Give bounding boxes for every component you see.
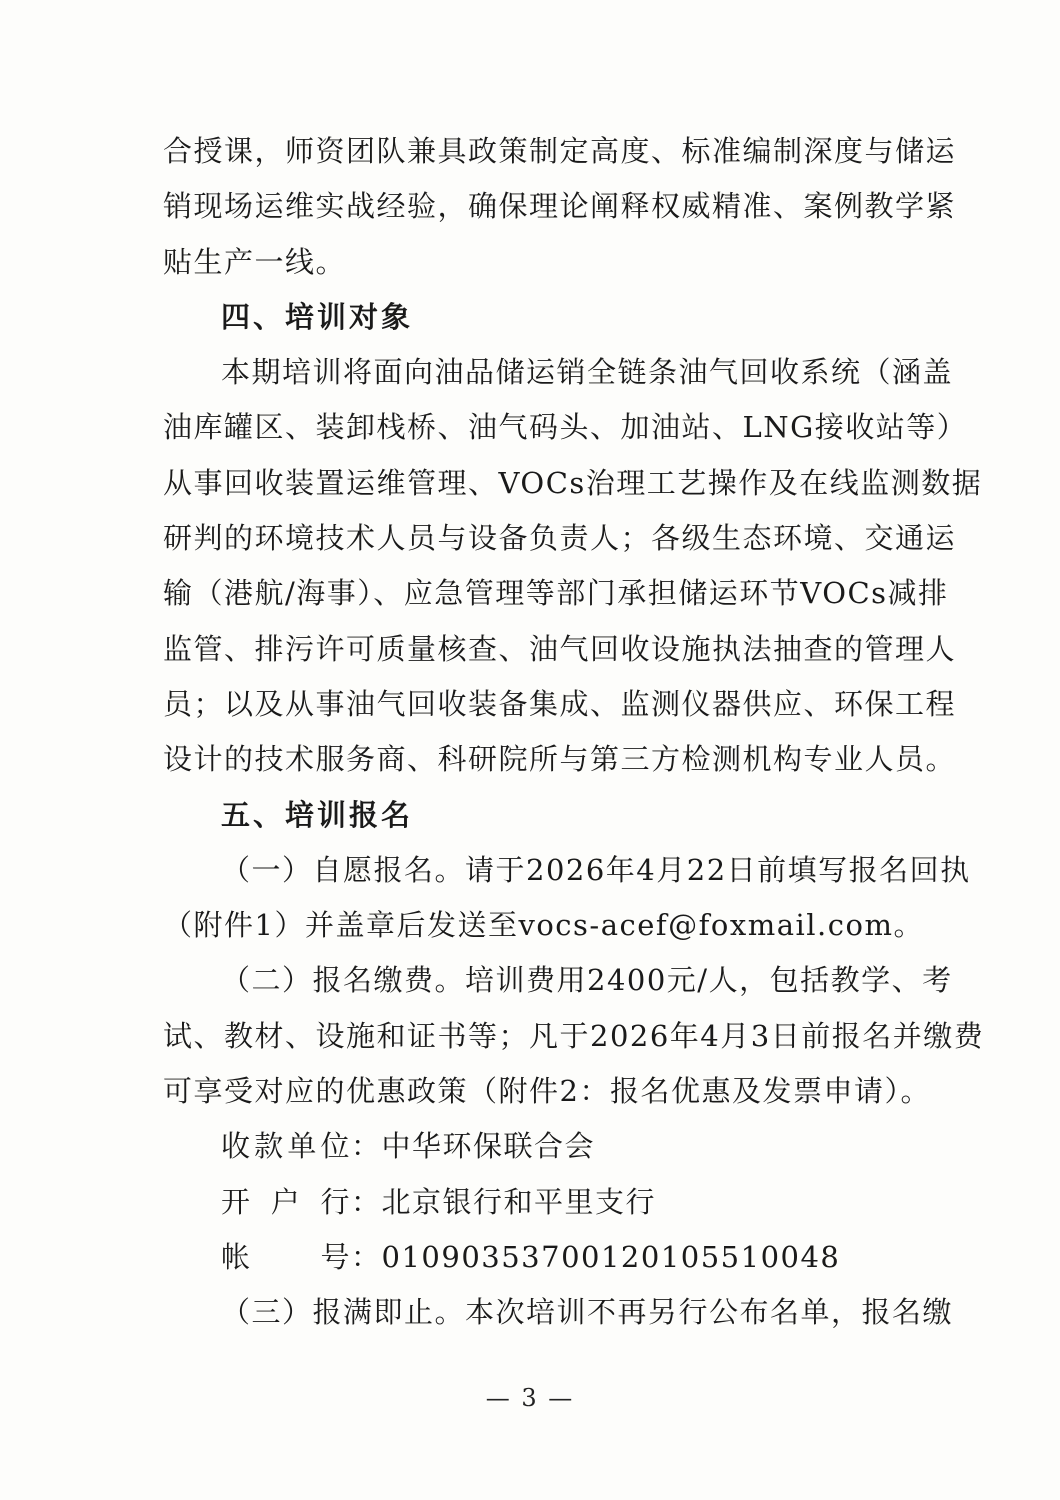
paragraph-line: （二）报名缴费。培训费用2400元/人，包括教学、考 <box>221 963 953 998</box>
paragraph-line: （附件1）并盖章后发送至vocs-acef@foxmail.com。 <box>163 908 924 943</box>
section-heading-registration: 五、培训报名 <box>221 797 414 832</box>
payee-label: 收款单位 <box>221 1129 351 1164</box>
paragraph-line: 从事回收装置运维管理、VOCs治理工艺操作及在线监测数据 <box>163 465 983 500</box>
payee-value: 中华环保联合会 <box>381 1129 596 1164</box>
paragraph-line: 研判的环境技术人员与设备负责人；各级生态环境、交通运 <box>163 521 957 556</box>
paragraph-line: 合授课，师资团队兼具政策制定高度、标准编制深度与储运 <box>163 134 957 168</box>
paragraph-line: 员；以及从事油气回收装备集成、监测仪器供应、环保工程 <box>163 686 957 721</box>
paragraph-line: 设计的技术服务商、科研院所与第三方检测机构专业人员。 <box>163 742 957 777</box>
paragraph-line: 试、教材、设施和证书等；凡于2026年4月3日前报名并缴费 <box>163 1018 985 1053</box>
paragraph-line: 销现场运维实战经验，确保理论阐释权威精准、案例教学紧 <box>163 189 957 224</box>
paragraph-line: （一）自愿报名。请于2026年4月22日前填写报名回执 <box>221 852 971 887</box>
paragraph-line: 输（港航/海事）、应急管理等部门承担储运环节VOCs减排 <box>163 576 949 611</box>
field-separator: ： <box>351 1239 382 1274</box>
bank-value: 北京银行和平里支行 <box>381 1184 657 1219</box>
account-value: 01090353700120105510048 <box>381 1239 841 1274</box>
field-separator: ： <box>351 1129 382 1164</box>
document-body <box>163 124 985 1341</box>
bank-label: 开户行 <box>221 1184 351 1219</box>
payment-bank-row <box>163 1175 900 1230</box>
section-heading-training-targets: 四、培训对象 <box>221 299 414 334</box>
paragraph-line: （三）报满即止。本次培训不再另行公布名单，报名缴 <box>221 1295 954 1330</box>
payment-account-row <box>163 1230 900 1285</box>
paragraph-line: 油库罐区、装卸栈桥、油气码头、加油站、LNG接收站等） <box>163 410 968 445</box>
paragraph-line: 可享受对应的优惠政策（附件2：报名优惠及发票申请）。 <box>163 1074 931 1109</box>
field-separator: ： <box>351 1184 382 1219</box>
account-label: 帐号 <box>221 1239 351 1274</box>
paragraph-line: 监管、排污许可质量核查、油气回收设施执法抽查的管理人 <box>163 631 957 666</box>
paragraph-line: 贴生产一线。 <box>163 244 347 279</box>
paragraph-line: 本期培训将面向油品储运销全链条油气回收系统（涵盖 <box>221 355 954 390</box>
page-number: — 3 — <box>485 1384 575 1412</box>
payment-payee-row <box>163 1119 900 1174</box>
